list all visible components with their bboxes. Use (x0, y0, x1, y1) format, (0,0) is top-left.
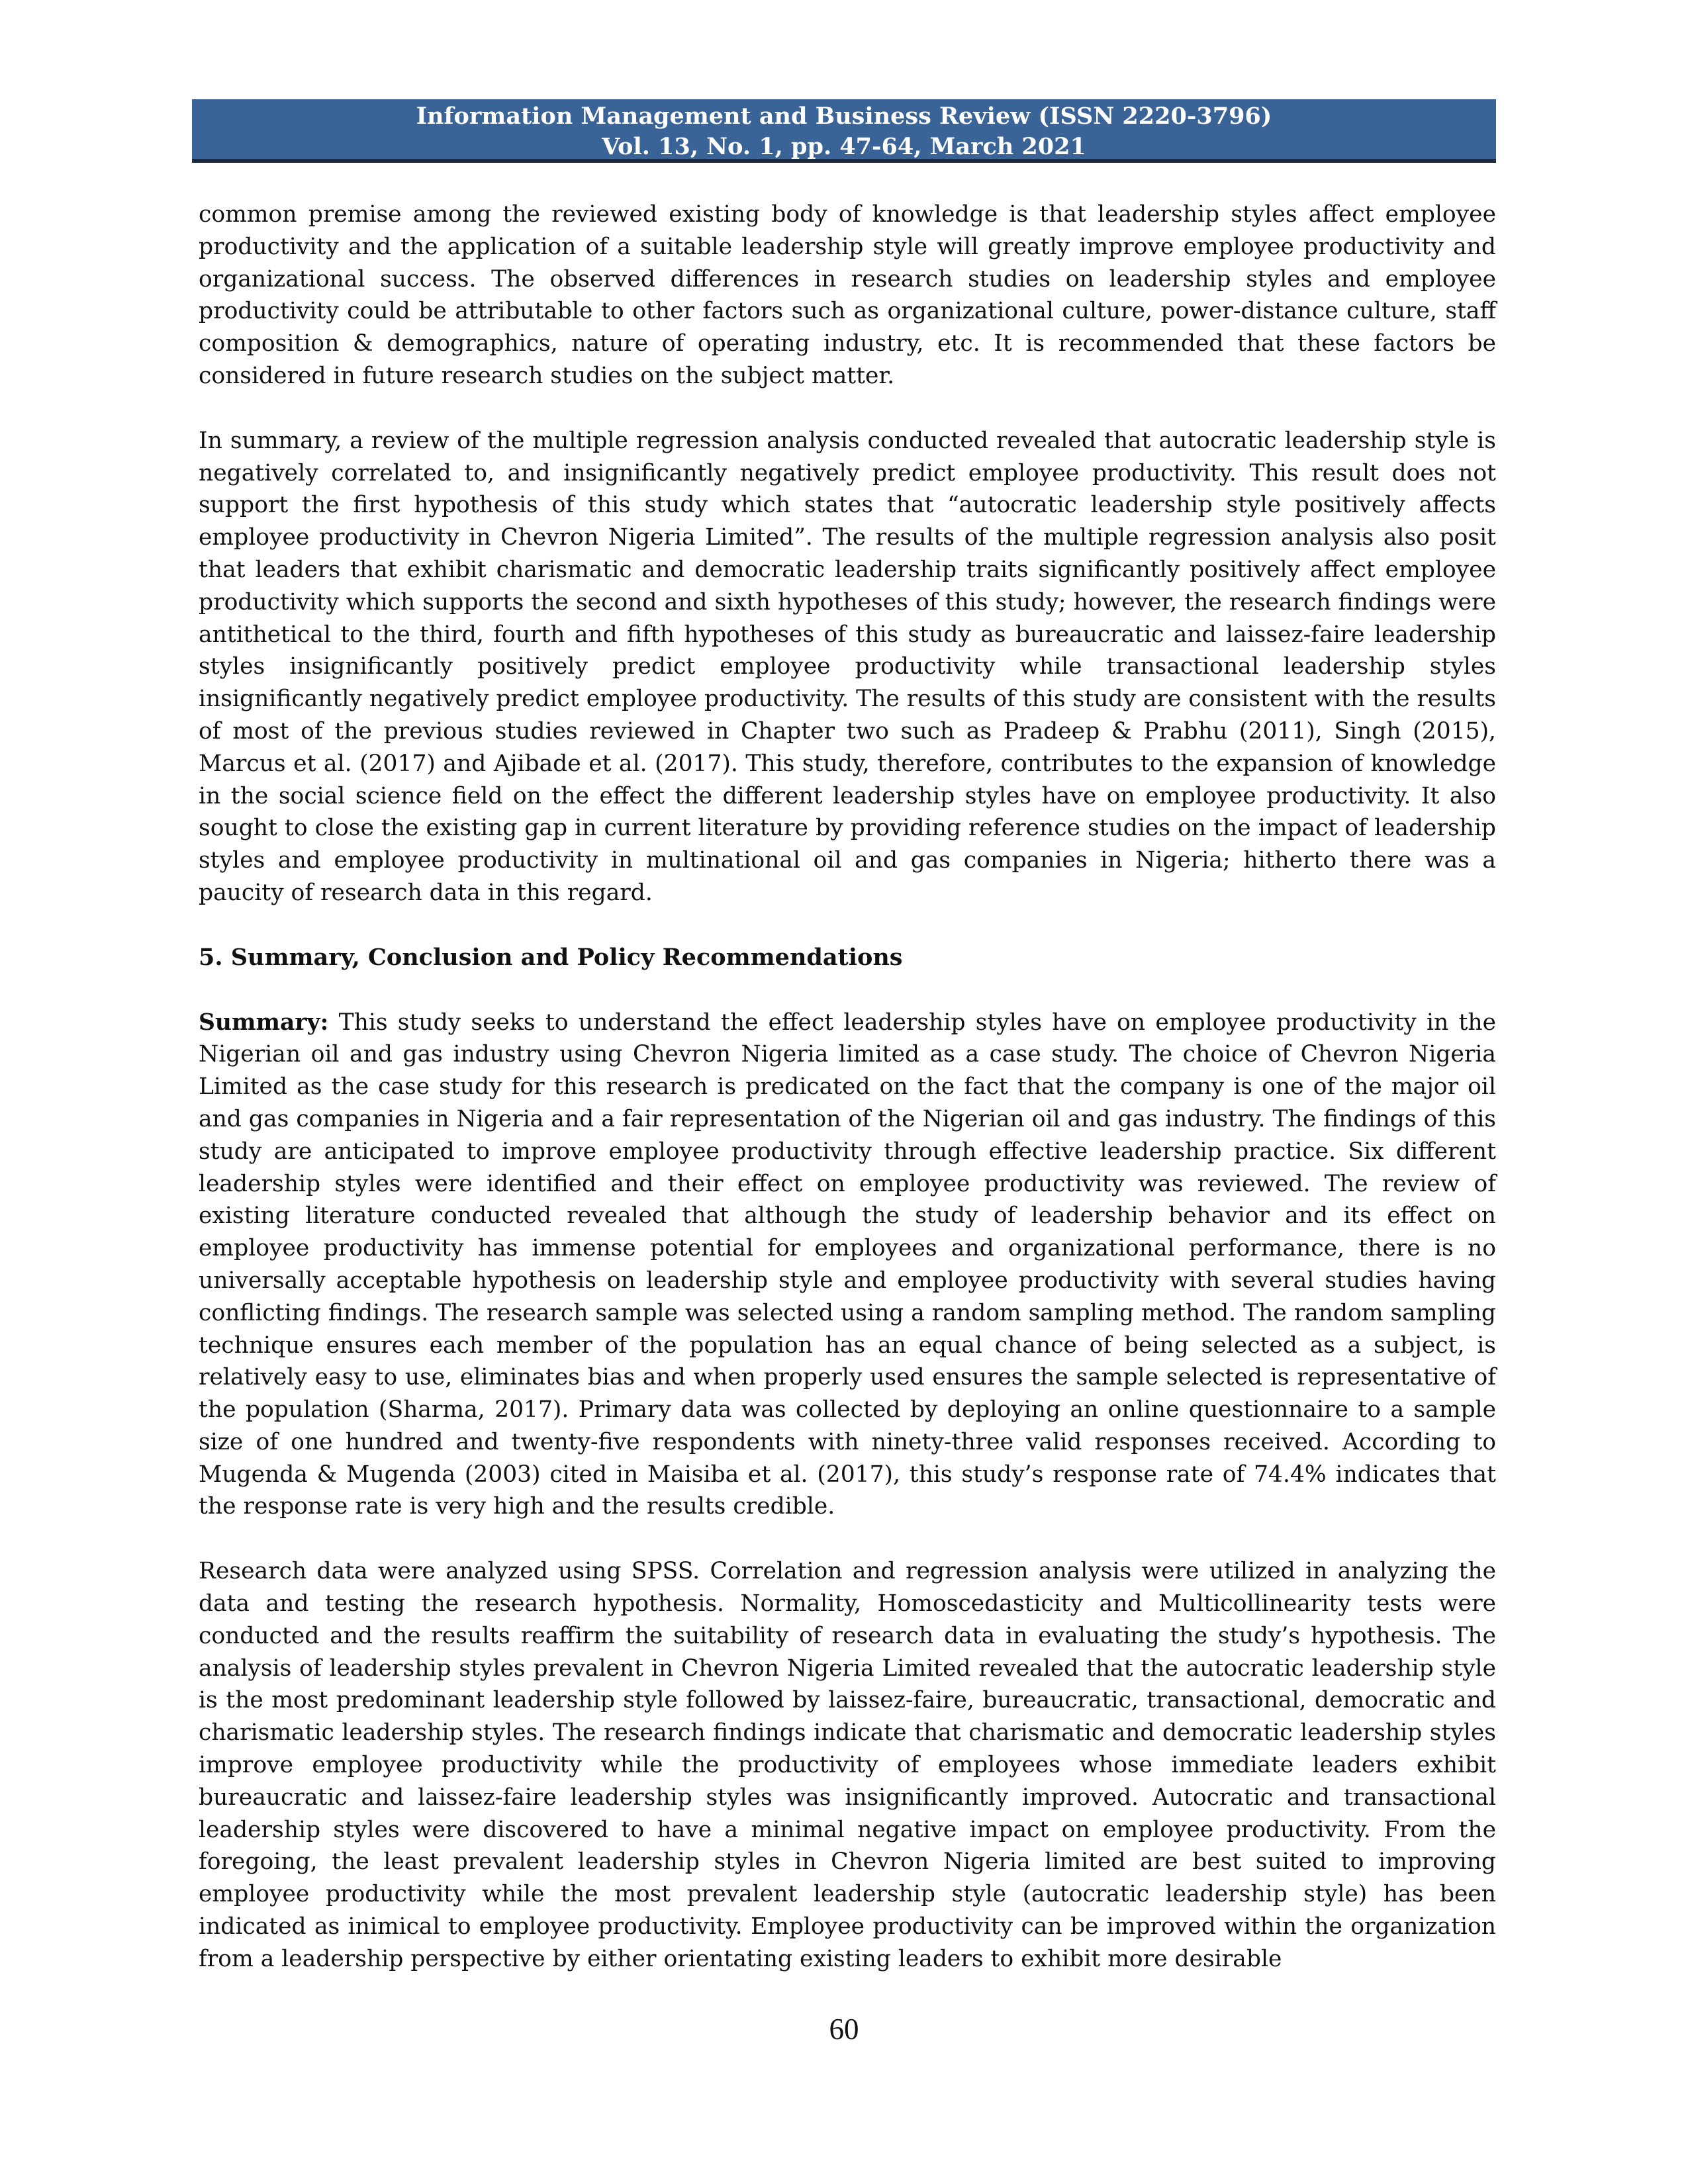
journal-volume: Vol. 13, No. 1, pp. 47-64, March 2021 (602, 133, 1086, 160)
paragraph-gap (199, 392, 1496, 425)
paragraph-gap (199, 909, 1496, 942)
journal-header (192, 99, 1496, 163)
paragraph-gap (199, 974, 1496, 1007)
section-heading: 5. Summary, Conclusion and Policy Recommendations (199, 943, 903, 971)
paragraph-regression-summary: In summary, a review of the multiple regression analysis conducted revealed that autocratic leadership style is negatively correlated to, and insignificantly negatively predict employee productivity. This result does not support the first hypothesis of this study which states that “autocratic leadership style positively affects employee productivity in Chevron Nigeria Limited”. The results of the multiple regression analysis also posit that leaders that exhibit charismatic and democratic leadership traits significantly positively affect employee productivity which supports the second and sixth hypotheses of this study; however, the research findings were antithetical to the third, fourth and fifth hypotheses of this study as bureaucratic and laissez-faire leadership styles insignificantly positively predict employee productivity while transactional leadership styles insignificantly negatively predict employee productivity. The results of this study are consistent with the results of most of the previous studies reviewed in Chapter two such as Pradeep & Prabhu (2011), Singh (2015), Marcus et al. (2017) and Ajibade et al. (2017). This study, therefore, contributes to the expansion of knowledge in the social science field on the effect the different leadership styles have on employee productivity. It also sought to close the existing gap in current literature by providing reference studies on the impact of leadership styles and employee productivity in multinational oil and gas companies in Nigeria; hitherto there was a paucity of research data in this regard. (199, 427, 1496, 906)
article-body (199, 199, 1496, 1976)
summary-lead-label: Summary: (199, 1009, 329, 1036)
summary-text: This study seeks to understand the effect leadership styles have on employee productivity in the Nigerian oil and gas industry using Chevron Nigeria limited as a case study. The choice of Chevron Nigeria Limited as the case study for this research is predicated on the fact that the company is one of the major oil and gas companies in Nigeria and a fair representation of the Nigerian oil and gas industry. The findings of this study are anticipated to improve employee productivity through effective leadership practice. Six different leadership styles were identified and their effect on employee productivity was reviewed. The review of existing literature conducted revealed that although the study of leadership behavior and its effect on employee productivity has immense potential for employees and organizational performance, there is no universally acceptable hypothesis on leadership style and employee productivity with several studies having conflicting findings. The research sample was selected using a random sampling method. The random sampling technique ensures each member of the population has an equal chance of being selected as a subject, is relatively easy to use, eliminates bias and when properly used ensures the sample selected is representative of the population (Sharma, 2017). Primary data was collected by deploying an online questionnaire to a sample size of one hundred and twenty-five respondents with ninety-three valid responses received. According to Mugenda & Mugenda (2003) cited in Maisiba et al. (2017), this study’s response rate of 74.4% indicates that the response rate is very high and the results credible. (199, 1009, 1496, 1520)
paragraph-continued: common premise among the reviewed existing body of knowledge is that leadership styles affect employee productivity and the application of a suitable leadership style will greatly improve employee productivity and organizational success. The observed differences in research studies on leadership styles and employee productivity could be attributable to other factors such as organizational culture, power-distance culture, staff composition & demographics, nature of operating industry, etc. It is recommended that these factors be considered in future research studies on the subject matter. (199, 201, 1496, 389)
paragraph-research-data: Research data were analyzed using SPSS. Correlation and regression analysis were utilized in analyzing the data and testing the research hypothesis. Normality, Homoscedasticity and Multicollinearity tests were conducted and the results reaffirm the suitability of research data in evaluating the study’s hypothesis. The analysis of leadership styles prevalent in Chevron Nigeria Limited revealed that the autocratic leadership style is the most predominant leadership style followed by laissez-faire, bureaucratic, transactional, democratic and charismatic leadership styles. The research findings indicate that charismatic and democratic leadership styles improve employee productivity while the productivity of employees whose immediate leaders exhibit bureaucratic and laissez-faire leadership styles was insignificantly improved. Autocratic and transactional leadership styles were discovered to have a minimal negative impact on employee productivity. From the foregoing, the least prevalent leadership styles in Chevron Nigeria limited are best suited to improving employee productivity while the most prevalent leadership style (autocratic leadership style) has been indicated as inimical to employee productivity. Employee productivity can be improved within the organization from a leadership perspective by either orientating existing leaders to exhibit more desirable (199, 1558, 1496, 1972)
journal-title: Information Management and Business Review (ISSN 2220-3796) (416, 103, 1272, 130)
paragraph-gap (199, 1523, 1496, 1555)
paragraph-summary (199, 1007, 1496, 1524)
page-number: 60 (829, 2013, 859, 2046)
